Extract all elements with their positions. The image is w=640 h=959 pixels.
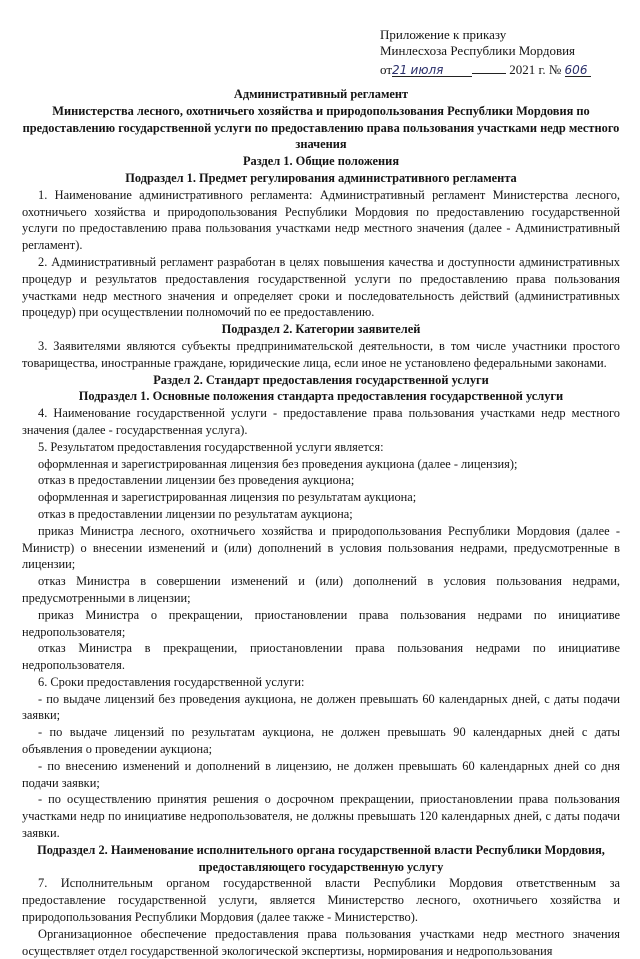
- annex-line-1: Приложение к приказу: [380, 27, 507, 42]
- date-day: 21: [392, 63, 408, 77]
- title-line-1: Административный регламент: [233, 87, 409, 101]
- date-month: июля: [410, 63, 444, 77]
- term-item: - по внесению изменений и дополнений в лицензию, не должен превышать 60 календарных дней со дня подачи заявки;: [22, 758, 620, 790]
- term-item: - по выдаче лицензий без проведения аукциона, не должен превышать 60 календарных дней, с даты подачи заявки;: [22, 691, 620, 723]
- paragraph-6: 6. Сроки предоставления государственной услуги:: [38, 674, 305, 689]
- result-item: оформленная и зарегистрированная лицензия по результатам аукциона;: [38, 490, 417, 505]
- result-item: приказ Министра о прекращении, приостановлении права пользования недрами по инициативе недропользователя;: [22, 607, 620, 639]
- document-body: [22, 86, 620, 959]
- result-item: приказ Министра лесного, охотничьего хозяйства и природопользования Республики Мордовия (далее - Министр) о внесении изменений и (или) дополнений в условия пользования недрами, предусмотренные в лицензии;: [22, 523, 620, 572]
- result-item: отказ Министра в прекращении, приостановлении права пользования недрами по инициативе недропользователя.: [22, 641, 620, 673]
- section-1-sub-2-heading: Подраздел 2. Категории заявителей: [221, 322, 421, 337]
- result-item: отказ Министра в совершении изменений и (или) дополнений в условия пользования недрами, предусмотренными в лицензии;: [22, 574, 620, 605]
- result-item: отказ в предоставлении лицензии по результатам аукциона;: [38, 506, 353, 521]
- section-2-sub-1-heading: Подраздел 1. Основные положения стандарта предоставления государственной услуги: [78, 389, 564, 404]
- order-number: 606: [564, 63, 588, 77]
- section-1-heading: Раздел 1. Общие положения: [242, 154, 400, 169]
- annex-block: [380, 27, 591, 78]
- annex-line-2: Минлесхоза Республики Мордовия: [380, 43, 576, 58]
- paragraph-2: 2. Административный регламент разработан в целях повышения качества и доступности административных процедур и результатов предоставления государственной услуги по предоставлению права пользования участками недр местного значения и определяет сроки и последовательность действий (административных процедур) при осуществлении полномочий по ее предоставлению.: [22, 254, 620, 320]
- paragraph-3: 3. Заявителями являются субъекты предпринимательской деятельности, в том числе участники простого товарищества, иностранные граждане, юридические лица, если иное не установлено федеральными законами.: [22, 338, 620, 370]
- paragraph-8: Организационное обеспечение предоставления права пользования участками недр местного значения осуществляет отдел государственной экологической экспертизы, нормирования и недропользования: [22, 926, 620, 958]
- year-number-label: 2021 г. №: [509, 62, 562, 77]
- term-item: - по выдаче лицензий по результатам аукциона, не должен превышать 90 календарных дней с даты объявления о проведении аукциона;: [22, 725, 620, 757]
- paragraph-4: 4. Наименование государственной услуги - предоставление права пользования участками недр местного значения (далее - государственная услуга).: [22, 406, 620, 437]
- paragraph-5: 5. Результатом предоставления государственной услуги является:: [38, 439, 384, 454]
- term-item: - по осуществлению принятия решения о досрочном прекращении, приостановлении права пользования участками недр по инициативе недропользователя, не должны превышать 120 календарных дней, с даты подачи заявки.: [22, 792, 620, 841]
- section-1-sub-1-heading: Подраздел 1. Предмет регулирования административного регламента: [125, 170, 517, 185]
- section-2-heading: Раздел 2. Стандарт предоставления государственной услуги: [153, 372, 489, 387]
- result-item: отказ в предоставлении лицензии без проведения аукциона;: [38, 473, 355, 488]
- from-label: от: [380, 62, 393, 77]
- section-2-sub-2-heading: Подраздел 2. Наименование исполнительного органа государственной власти Республики Мордовия, предоставляющего государственную услугу: [37, 842, 605, 874]
- paragraph-7: 7. Исполнительным органом государственной власти Республики Мордовия ответственным за предоставление государственной услуги, является Министерство лесного, охотничьего хозяйства и природопользования Республики Мордовия (далее также - Министерство).: [22, 876, 620, 925]
- date-field: [392, 62, 472, 77]
- paragraph-1: 1. Наименование административного регламента: Административный регламент Министерства лесного, охотничьего хозяйства и природопользования Республики Мордовия по предоставлению государственной услуги по предоставлению права пользования участками недр местного значения (далее - Административный регламент).: [22, 187, 620, 253]
- annex-date-line: [380, 59, 591, 78]
- title-line-2: Министерства лесного, охотничьего хозяйства и природопользования Республики Мордовия по предоставлению государственной услуги по предоставлению права пользования участками недр местного значения: [22, 103, 620, 152]
- result-item: оформленная и зарегистрированная лицензия без проведения аукциона (далее - лицензия);: [38, 456, 518, 471]
